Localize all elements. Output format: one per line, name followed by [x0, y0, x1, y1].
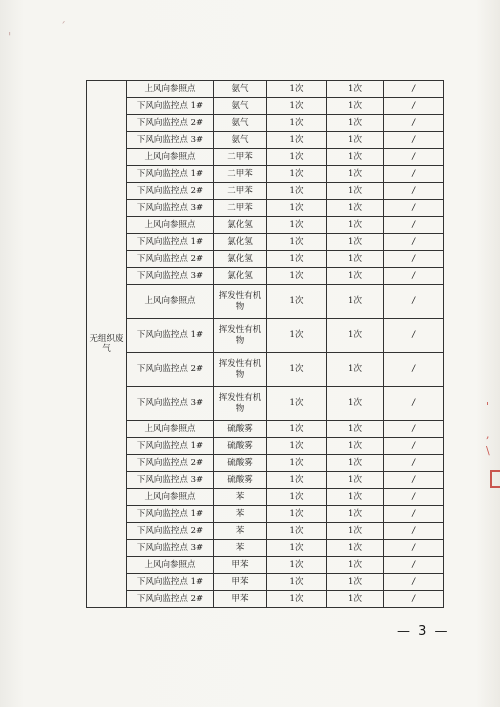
frequency-cell: 1次: [327, 234, 384, 251]
frequency-cell: 1次: [267, 489, 327, 506]
pollutant-cell: 二甲苯: [214, 166, 267, 183]
category-cell: 无组织废气: [87, 81, 127, 608]
frequency-cell: 1次: [267, 115, 327, 132]
frequency-cell: 1次: [327, 557, 384, 574]
frequency-cell: 1次: [327, 81, 384, 98]
note-cell: /: [384, 591, 444, 608]
table-row: [87, 98, 444, 115]
note-cell: /: [384, 353, 444, 387]
scan-mark: ': [8, 30, 12, 44]
frequency-cell: 1次: [327, 438, 384, 455]
frequency-cell: 1次: [267, 540, 327, 557]
table-row: [87, 591, 444, 608]
monitoring-point-cell: 上风向参照点: [127, 489, 214, 506]
monitoring-point-cell: 下风向监控点 3#: [127, 268, 214, 285]
frequency-cell: 1次: [267, 387, 327, 421]
note-cell: /: [384, 472, 444, 489]
table-row: [87, 81, 444, 98]
pollutant-cell: 氨气: [214, 115, 267, 132]
note-cell: /: [384, 166, 444, 183]
frequency-cell: 1次: [267, 421, 327, 438]
table-row: [87, 438, 444, 455]
monitoring-point-cell: 下风向监控点 1#: [127, 234, 214, 251]
monitoring-point-cell: 下风向监控点 2#: [127, 591, 214, 608]
monitoring-point-cell: 下风向监控点 2#: [127, 353, 214, 387]
monitoring-point-cell: 下风向监控点 2#: [127, 115, 214, 132]
frequency-cell: 1次: [327, 285, 384, 319]
note-cell: /: [384, 251, 444, 268]
monitoring-point-cell: 上风向参照点: [127, 557, 214, 574]
monitoring-point-cell: 下风向监控点 1#: [127, 506, 214, 523]
frequency-cell: 1次: [327, 421, 384, 438]
frequency-cell: 1次: [267, 268, 327, 285]
table-row: [87, 251, 444, 268]
pollutant-cell: 氯化氢: [214, 251, 267, 268]
monitoring-point-cell: 下风向监控点 1#: [127, 98, 214, 115]
monitoring-point-cell: 上风向参照点: [127, 149, 214, 166]
frequency-cell: 1次: [327, 574, 384, 591]
note-cell: /: [384, 285, 444, 319]
table-row: [87, 540, 444, 557]
page-number: — 3 —: [397, 624, 450, 639]
frequency-cell: 1次: [327, 217, 384, 234]
table-body: [87, 81, 444, 608]
table-row: [87, 523, 444, 540]
pollutant-cell: 挥发性有机物: [214, 319, 267, 353]
table-row: [87, 268, 444, 285]
frequency-cell: 1次: [327, 319, 384, 353]
frequency-cell: 1次: [267, 81, 327, 98]
frequency-cell: 1次: [327, 540, 384, 557]
frequency-cell: 1次: [327, 387, 384, 421]
frequency-cell: 1次: [327, 183, 384, 200]
frequency-cell: 1次: [327, 472, 384, 489]
monitoring-point-cell: 下风向监控点 2#: [127, 455, 214, 472]
table-row: [87, 353, 444, 387]
monitoring-point-cell: 上风向参照点: [127, 285, 214, 319]
frequency-cell: 1次: [267, 438, 327, 455]
frequency-cell: 1次: [327, 268, 384, 285]
note-cell: /: [384, 540, 444, 557]
frequency-cell: 1次: [267, 319, 327, 353]
frequency-cell: 1次: [267, 98, 327, 115]
pollutant-cell: 甲苯: [214, 591, 267, 608]
note-cell: /: [384, 319, 444, 353]
note-cell: /: [384, 200, 444, 217]
monitoring-point-cell: 上风向参照点: [127, 81, 214, 98]
note-cell: /: [384, 574, 444, 591]
table-row: [87, 183, 444, 200]
note-cell: /: [384, 115, 444, 132]
frequency-cell: 1次: [327, 523, 384, 540]
monitoring-point-cell: 下风向监控点 2#: [127, 523, 214, 540]
frequency-cell: 1次: [267, 217, 327, 234]
frequency-cell: 1次: [267, 353, 327, 387]
monitoring-point-cell: 上风向参照点: [127, 217, 214, 234]
table-row: [87, 319, 444, 353]
pollutant-cell: 二甲苯: [214, 183, 267, 200]
frequency-cell: 1次: [267, 506, 327, 523]
note-cell: /: [384, 489, 444, 506]
frequency-cell: 1次: [327, 132, 384, 149]
pollutant-cell: 挥发性有机物: [214, 387, 267, 421]
frequency-cell: 1次: [327, 489, 384, 506]
monitoring-point-cell: 下风向监控点 3#: [127, 200, 214, 217]
pollutant-cell: 甲苯: [214, 574, 267, 591]
table-row: [87, 489, 444, 506]
table-row: [87, 472, 444, 489]
note-cell: /: [384, 557, 444, 574]
pollutant-cell: 苯: [214, 523, 267, 540]
note-cell: /: [384, 268, 444, 285]
frequency-cell: 1次: [327, 149, 384, 166]
table-row: [87, 506, 444, 523]
scan-mark: ˊ: [60, 20, 66, 34]
frequency-cell: 1次: [267, 472, 327, 489]
table-row: [87, 557, 444, 574]
monitoring-point-cell: 下风向监控点 2#: [127, 251, 214, 268]
frequency-cell: 1次: [327, 455, 384, 472]
table-row: [87, 217, 444, 234]
pollutant-cell: 氨气: [214, 98, 267, 115]
seal-stamp-edge: ' , \: [484, 400, 498, 510]
pollutant-cell: 硫酸雾: [214, 472, 267, 489]
pollutant-cell: 硫酸雾: [214, 438, 267, 455]
frequency-cell: 1次: [267, 574, 327, 591]
note-cell: /: [384, 455, 444, 472]
frequency-cell: 1次: [327, 591, 384, 608]
frequency-cell: 1次: [327, 115, 384, 132]
frequency-cell: 1次: [267, 285, 327, 319]
table-row: [87, 574, 444, 591]
table-row: [87, 285, 444, 319]
note-cell: /: [384, 506, 444, 523]
note-cell: /: [384, 98, 444, 115]
frequency-cell: 1次: [267, 455, 327, 472]
table-row: [87, 115, 444, 132]
monitoring-table: [86, 80, 444, 608]
monitoring-point-cell: 下风向监控点 1#: [127, 319, 214, 353]
frequency-cell: 1次: [327, 506, 384, 523]
monitoring-point-cell: 下风向监控点 1#: [127, 166, 214, 183]
frequency-cell: 1次: [267, 591, 327, 608]
pollutant-cell: 氯化氢: [214, 268, 267, 285]
monitoring-point-cell: 下风向监控点 1#: [127, 574, 214, 591]
table-row: [87, 149, 444, 166]
pollutant-cell: 甲苯: [214, 557, 267, 574]
pollutant-cell: 氯化氢: [214, 217, 267, 234]
pollutant-cell: 氯化氢: [214, 234, 267, 251]
monitoring-point-cell: 下风向监控点 1#: [127, 438, 214, 455]
note-cell: /: [384, 421, 444, 438]
note-cell: /: [384, 234, 444, 251]
frequency-cell: 1次: [267, 251, 327, 268]
monitoring-point-cell: 上风向参照点: [127, 421, 214, 438]
table-row: [87, 200, 444, 217]
frequency-cell: 1次: [267, 149, 327, 166]
note-cell: /: [384, 81, 444, 98]
frequency-cell: 1次: [327, 166, 384, 183]
table-row: [87, 421, 444, 438]
pollutant-cell: 挥发性有机物: [214, 285, 267, 319]
monitoring-point-cell: 下风向监控点 3#: [127, 540, 214, 557]
table-row: [87, 234, 444, 251]
pollutant-cell: 苯: [214, 540, 267, 557]
frequency-cell: 1次: [267, 183, 327, 200]
frequency-cell: 1次: [267, 200, 327, 217]
monitoring-point-cell: 下风向监控点 2#: [127, 183, 214, 200]
frequency-cell: 1次: [267, 132, 327, 149]
note-cell: /: [384, 523, 444, 540]
frequency-cell: 1次: [267, 557, 327, 574]
monitoring-point-cell: 下风向监控点 3#: [127, 387, 214, 421]
frequency-cell: 1次: [327, 200, 384, 217]
pollutant-cell: 二甲苯: [214, 149, 267, 166]
table-row: [87, 455, 444, 472]
pollutant-cell: 苯: [214, 489, 267, 506]
pollutant-cell: 氨气: [214, 81, 267, 98]
table-row: [87, 166, 444, 183]
frequency-cell: 1次: [327, 353, 384, 387]
pollutant-cell: 挥发性有机物: [214, 353, 267, 387]
monitoring-point-cell: 下风向监控点 3#: [127, 472, 214, 489]
table-row: [87, 132, 444, 149]
note-cell: /: [384, 438, 444, 455]
frequency-cell: 1次: [267, 166, 327, 183]
note-cell: /: [384, 183, 444, 200]
table-row: [87, 387, 444, 421]
pollutant-cell: 氨气: [214, 132, 267, 149]
pollutant-cell: 二甲苯: [214, 200, 267, 217]
note-cell: /: [384, 149, 444, 166]
frequency-cell: 1次: [267, 523, 327, 540]
note-cell: /: [384, 217, 444, 234]
monitoring-point-cell: 下风向监控点 3#: [127, 132, 214, 149]
frequency-cell: 1次: [327, 98, 384, 115]
pollutant-cell: 硫酸雾: [214, 455, 267, 472]
pollutant-cell: 苯: [214, 506, 267, 523]
frequency-cell: 1次: [267, 234, 327, 251]
note-cell: /: [384, 387, 444, 421]
pollutant-cell: 硫酸雾: [214, 421, 267, 438]
note-cell: /: [384, 132, 444, 149]
frequency-cell: 1次: [327, 251, 384, 268]
